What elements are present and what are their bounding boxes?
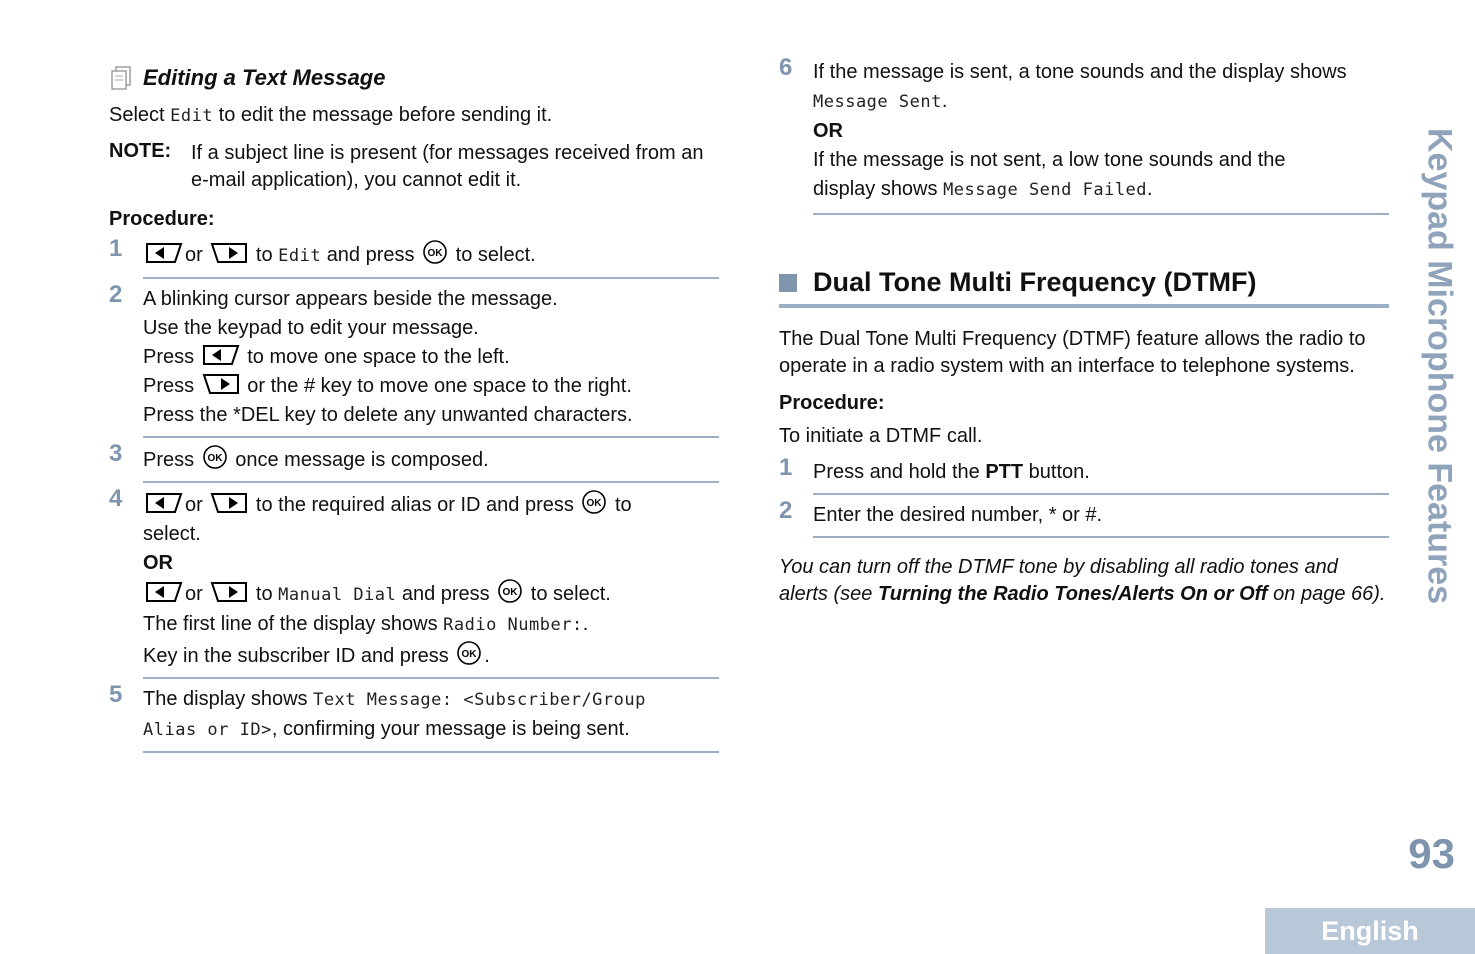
ok-button-icon [422, 239, 448, 265]
ok-button-icon [581, 489, 607, 515]
intro-paragraph: Select Edit to edit the message before sending it. [109, 104, 553, 126]
procedure-step-6: 6 If the message is sent, a tone sounds and the display shows Message Sent. OR If the message is not sent, a low tone sounds and the display shows Message Send Failed. [779, 58, 1389, 221]
svg-text:OK: OK [502, 587, 518, 598]
step-number: 1 [109, 235, 123, 262]
ok-button-icon [456, 640, 482, 666]
document-icon [109, 65, 135, 91]
step-number: 3 [109, 440, 123, 467]
section-title: Dual Tone Multi Frequency (DTMF) [813, 267, 1257, 297]
left-arrow-key-icon [145, 580, 183, 604]
right-arrow-key-icon [202, 372, 240, 396]
ok-button-icon [202, 444, 228, 470]
right-arrow-key-icon [210, 491, 248, 515]
svg-text:OK: OK [207, 453, 223, 464]
svg-text:OK: OK [586, 498, 602, 509]
note-block [109, 140, 719, 194]
subsection-title: Editing a Text Message [143, 65, 386, 90]
page-number: 93 [1408, 830, 1455, 877]
language-tab: English [1265, 908, 1475, 954]
procedure-label: Procedure: [109, 208, 215, 230]
step-number: 5 [109, 681, 123, 708]
procedure-step-4: 4 or to the required alias or ID and press OK to select. OR or to Manual Dial and press OK to select. The first line of the display shows Radio Number:. Key in the subscriber ID and press OK . [109, 489, 719, 685]
procedure-step-5: 5 The display shows Text Message: <Subscriber/Group Alias or ID>, confirming your message is being sent. [109, 685, 719, 759]
dtmf-step-1: 1 Press and hold the PTT button. [779, 458, 1389, 501]
section-intro: The Dual Tone Multi Frequency (DTMF) feature allows the radio to operate in a radio system with an interface to telephone systems. [779, 328, 1366, 377]
step-number: 6 [779, 54, 793, 81]
subsection-heading [109, 62, 719, 94]
left-arrow-key-icon [145, 491, 183, 515]
or-label: OR [813, 120, 843, 142]
left-column [109, 62, 719, 759]
or-label: OR [143, 552, 173, 574]
right-arrow-key-icon [210, 241, 248, 265]
step-number: 2 [109, 281, 123, 308]
chapter-side-tab: Keypad Microphone Features [1420, 128, 1459, 605]
svg-text:OK: OK [461, 649, 477, 660]
svg-text:OK: OK [427, 248, 443, 259]
left-arrow-key-icon [202, 343, 240, 367]
right-column [779, 54, 1389, 608]
ok-button-icon [497, 578, 523, 604]
step-number: 1 [779, 454, 793, 481]
right-arrow-key-icon [210, 580, 248, 604]
left-arrow-key-icon [145, 241, 183, 265]
step-number: 2 [779, 497, 793, 524]
note-text: If a subject line is present (for messages received from an e-mail application), you cannot edit it. [191, 142, 704, 191]
procedure-label: Procedure: [779, 392, 885, 414]
procedure-step-2: 2 A blinking cursor appears beside the message. Use the keypad to edit your message. Press to move one space to the left. Press or the # key to move one space to the right. Press the *DEL key to delete any unwanted characters. [109, 285, 719, 444]
step-number: 4 [109, 485, 123, 512]
section-heading [779, 267, 1389, 308]
procedure-step-1: 1 or to Edit and press OK to select. [109, 239, 719, 285]
dtmf-note: You can turn off the DTMF tone by disabling all radio tones and alerts (see Turning the Radio Tones/Alerts On or Off on page 66). [779, 556, 1386, 605]
initiate-text: To initiate a DTMF call. [779, 425, 983, 447]
procedure-step-3: 3 Press OK once message is composed. [109, 444, 719, 489]
section-marker-icon [779, 274, 797, 292]
dtmf-step-2: 2 Enter the desired number, * or #. [779, 501, 1389, 544]
note-label: NOTE: [109, 140, 172, 162]
